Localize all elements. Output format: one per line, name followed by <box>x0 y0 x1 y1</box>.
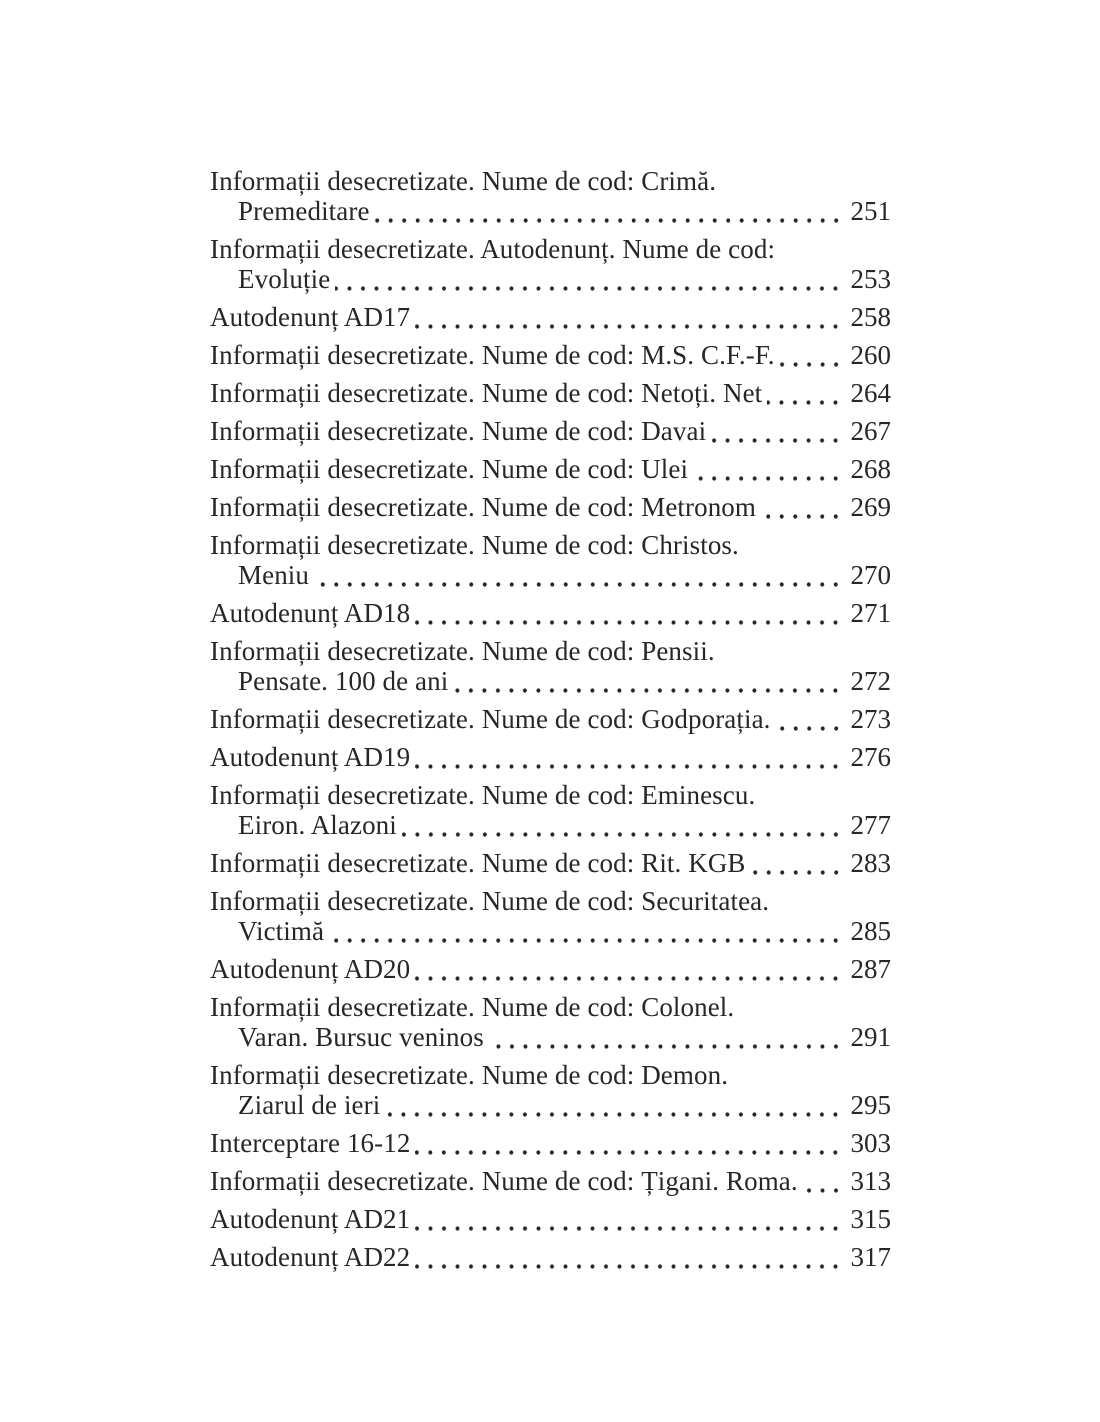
toc-entry-title: Informații desecretizate. Nume de cod: Eminescu. <box>210 780 756 810</box>
toc-entry-page-number: 315 <box>850 1204 891 1234</box>
dot-leader <box>693 454 844 484</box>
toc-entry-row <box>210 1204 891 1234</box>
toc-entry-continuation: Evoluție <box>238 264 331 294</box>
toc-entry-page-number: 317 <box>850 1242 891 1272</box>
toc-entry-continuation-row <box>210 916 891 946</box>
toc-entry <box>210 598 891 628</box>
dot-leader <box>402 810 845 840</box>
dot-leader <box>761 492 845 522</box>
toc-entry-row <box>210 378 891 408</box>
dot-leader <box>780 340 845 370</box>
toc-entry-continuation-row <box>210 1090 891 1120</box>
toc-entry <box>210 302 891 332</box>
toc-entry-page-number: 264 <box>850 378 891 408</box>
toc-entry-title: Informații desecretizate. Autodenunț. Nume de cod: <box>210 234 776 264</box>
dot-leader <box>751 848 845 878</box>
toc-entry-page-number: 267 <box>850 416 891 446</box>
toc-entry <box>210 848 891 878</box>
toc-entry-page-number: 271 <box>850 598 891 628</box>
dot-leader <box>415 598 844 628</box>
toc-entry-title: Interceptare 16-12 <box>210 1128 411 1158</box>
toc-entry-title-row <box>210 530 891 560</box>
toc-entry-title: Informații desecretizate. Nume de cod: Pensii. <box>210 636 715 666</box>
toc-entry-row <box>210 492 891 522</box>
toc-entry-page-number: 295 <box>850 1090 891 1120</box>
dot-leader <box>415 1128 844 1158</box>
toc-entry-row <box>210 704 891 734</box>
toc-entry-continuation-row <box>210 196 891 226</box>
dot-leader <box>329 916 844 946</box>
dot-leader <box>767 378 844 408</box>
dot-leader <box>415 1204 844 1234</box>
dot-leader <box>415 954 844 984</box>
toc-entry-row <box>210 954 891 984</box>
toc-entry-title: Informații desecretizate. Nume de cod: Metronom <box>210 492 756 522</box>
toc-entry-continuation: Pensate. 100 de ani <box>238 666 449 696</box>
toc-entry-title-row <box>210 234 891 264</box>
toc-entry-title: Autodenunț AD18 <box>210 598 411 628</box>
toc-entry-continuation: Victimă <box>238 916 325 946</box>
toc-entry-row <box>210 1166 891 1196</box>
toc-entry-continuation-row <box>210 264 891 294</box>
toc-entry-title: Autodenunț AD21 <box>210 1204 411 1234</box>
toc-entry-title: Informații desecretizate. Nume de cod: Christos. <box>210 530 739 560</box>
toc-entry-title: Informații desecretizate. Nume de cod: Rit. KGB <box>210 848 746 878</box>
toc-entry <box>210 704 891 734</box>
toc-entry-title: Autodenunț AD17 <box>210 302 411 332</box>
toc-entry-row <box>210 1128 891 1158</box>
toc-entry <box>210 886 891 946</box>
toc-entry-continuation: Premeditare <box>238 196 370 226</box>
toc-entry-title: Autodenunț AD22 <box>210 1242 411 1272</box>
toc-entry-title-row <box>210 636 891 666</box>
toc-entry-page-number: 251 <box>850 196 891 226</box>
toc-entry-title: Informații desecretizate. Nume de cod: Colonel. <box>210 992 735 1022</box>
toc-entry-page-number: 276 <box>850 742 891 772</box>
toc-entry-title-row <box>210 992 891 1022</box>
toc-entry-title: Autodenunț AD19 <box>210 742 411 772</box>
toc-entry <box>210 454 891 484</box>
toc-entry-title-row <box>210 166 891 196</box>
toc-entry-title: Informații desecretizate. Nume de cod: Demon. <box>210 1060 729 1090</box>
toc-entry-title: Informații desecretizate. Nume de cod: Securitatea. <box>210 886 770 916</box>
toc-entry-page-number: 260 <box>850 340 891 370</box>
toc-entry-continuation-row <box>210 560 891 590</box>
toc-entry-page-number: 272 <box>850 666 891 696</box>
toc-entry-continuation-row <box>210 810 891 840</box>
toc-entry-page-number: 287 <box>850 954 891 984</box>
toc-entry-page-number: 283 <box>850 848 891 878</box>
toc-entry-page-number: 258 <box>850 302 891 332</box>
dot-leader <box>335 264 844 294</box>
toc-entry <box>210 992 891 1052</box>
toc-entry-title: Informații desecretizate. Nume de cod: Netoți. Net <box>210 378 763 408</box>
toc-entry-title-row <box>210 886 891 916</box>
toc-entry-row <box>210 1242 891 1272</box>
toc-entry-continuation: Eiron. Alazoni <box>238 810 397 840</box>
toc-entry-continuation-row <box>210 666 891 696</box>
toc-entry <box>210 1128 891 1158</box>
toc-entry <box>210 416 891 446</box>
toc-entry-page-number: 270 <box>850 560 891 590</box>
toc-entry <box>210 530 891 590</box>
toc-entry <box>210 1204 891 1234</box>
toc-entry-continuation: Ziarul de ieri <box>238 1090 381 1120</box>
toc-entry-page-number: 303 <box>850 1128 891 1158</box>
dot-leader <box>711 416 844 446</box>
toc-entry <box>210 1242 891 1272</box>
dot-leader <box>314 560 845 590</box>
toc-entry-page-number: 313 <box>850 1166 891 1196</box>
toc-entry-title: Informații desecretizate. Nume de cod: Davai <box>210 416 707 446</box>
toc-entry-row <box>210 340 891 370</box>
toc-entry-title: Informații desecretizate. Nume de cod: Țigani. Roma. <box>210 1166 798 1196</box>
dot-leader <box>415 1242 844 1272</box>
toc-entry <box>210 742 891 772</box>
toc-entry <box>210 234 891 294</box>
dot-leader <box>385 1090 844 1120</box>
toc-entry-row <box>210 302 891 332</box>
toc-entry-page-number: 291 <box>850 1022 891 1052</box>
toc-entry-continuation-row <box>210 1022 891 1052</box>
toc-entry <box>210 954 891 984</box>
toc-entry-title: Autodenunț AD20 <box>210 954 411 984</box>
table-of-contents <box>210 166 891 1280</box>
toc-entry-continuation: Varan. Bursuc veninos <box>238 1022 484 1052</box>
dot-leader <box>415 302 844 332</box>
toc-entry-row <box>210 848 891 878</box>
toc-entry-title-row <box>210 1060 891 1090</box>
toc-entry <box>210 636 891 696</box>
toc-entry-page-number: 269 <box>850 492 891 522</box>
dot-leader <box>803 1166 845 1196</box>
toc-entry-page-number: 285 <box>850 916 891 946</box>
dot-leader <box>453 666 844 696</box>
toc-entry-title: Informații desecretizate. Nume de cod: M.S. C.F.-F. <box>210 340 775 370</box>
toc-entry <box>210 378 891 408</box>
toc-entry-page-number: 253 <box>850 264 891 294</box>
toc-entry-title: Informații desecretizate. Nume de cod: Crimă. <box>210 166 717 196</box>
toc-entry <box>210 492 891 522</box>
toc-entry <box>210 340 891 370</box>
toc-entry-page-number: 277 <box>850 810 891 840</box>
dot-leader <box>375 196 845 226</box>
toc-entry-row <box>210 416 891 446</box>
toc-entry <box>210 1166 891 1196</box>
toc-entry <box>210 166 891 226</box>
toc-entry-page-number: 268 <box>850 454 891 484</box>
toc-entry-continuation: Meniu <box>238 560 309 590</box>
dot-leader <box>415 742 844 772</box>
toc-entry-row <box>210 598 891 628</box>
toc-entry-title: Informații desecretizate. Nume de cod: Ulei <box>210 454 689 484</box>
toc-entry-title-row <box>210 780 891 810</box>
toc-entry-row <box>210 454 891 484</box>
toc-entry <box>210 780 891 840</box>
toc-entry-row <box>210 742 891 772</box>
dot-leader <box>489 1022 845 1052</box>
toc-entry-page-number: 273 <box>850 704 891 734</box>
toc-entry <box>210 1060 891 1120</box>
dot-leader <box>776 704 845 734</box>
toc-entry-title: Informații desecretizate. Nume de cod: Godporația. <box>210 704 771 734</box>
